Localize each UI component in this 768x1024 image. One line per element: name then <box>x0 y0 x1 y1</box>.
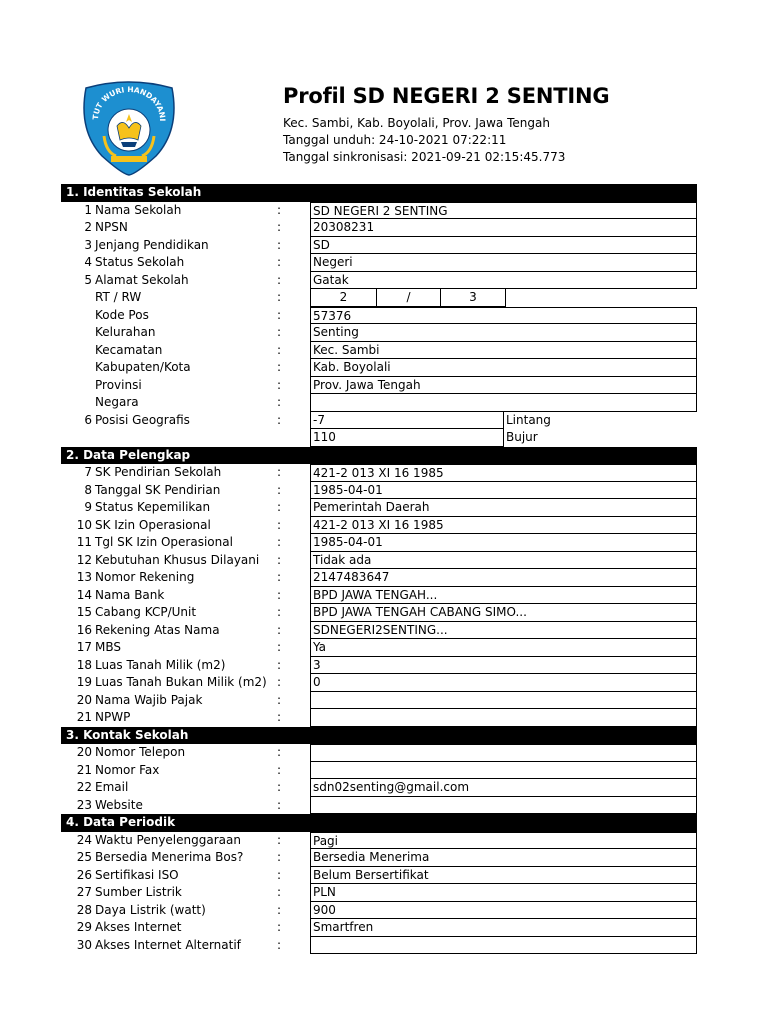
field-label: Nama Bank <box>95 587 165 602</box>
longitude-value: 110 <box>310 429 504 447</box>
field-value <box>310 394 697 412</box>
table-row <box>61 569 697 587</box>
field-alamat <box>61 272 697 290</box>
field-value: 900 <box>310 902 697 920</box>
table-row <box>61 692 697 710</box>
field-value: Bersedia Menerima <box>310 849 697 867</box>
field-number: 1 <box>84 202 92 217</box>
table-row <box>61 587 697 605</box>
colon: : <box>276 325 282 339</box>
field-number: 27 <box>76 885 92 899</box>
table-row <box>61 867 697 885</box>
field-number: 25 <box>76 850 92 864</box>
colon: : <box>276 797 282 812</box>
field-number: 16 <box>76 622 92 637</box>
field-label: NPSN <box>95 220 128 234</box>
field-value: sdn02senting@gmail.com <box>310 779 697 797</box>
colon: : <box>276 500 282 514</box>
table-row <box>61 657 697 675</box>
field-value <box>310 744 697 762</box>
field-number: 24 <box>76 832 92 847</box>
field-value: BPD JAWA TENGAH CABANG SIMO... <box>310 604 697 622</box>
colon: : <box>276 272 282 287</box>
colon: : <box>276 360 282 374</box>
table-row <box>61 797 697 815</box>
field-label: Alamat Sekolah <box>95 272 189 287</box>
field-value: Smartfren <box>310 919 697 937</box>
field-label: Nama Wajib Pajak <box>95 692 203 707</box>
colon: : <box>276 867 282 882</box>
table-row <box>61 604 697 622</box>
colon: : <box>276 850 282 864</box>
field-label: Kabupaten/Kota <box>95 360 191 374</box>
colon: : <box>276 307 282 322</box>
rt-rw-divider <box>505 289 506 307</box>
table-row <box>61 709 697 727</box>
field-label: Posisi Geografis <box>95 412 190 427</box>
field-label: Rekening Atas Nama <box>95 622 220 637</box>
field-value: Negeri <box>310 254 697 272</box>
field-label: Provinsi <box>95 377 142 392</box>
field-negara <box>61 394 697 412</box>
field-value: 0 <box>310 674 697 692</box>
periodik-list <box>61 832 697 955</box>
field-label: Tgl SK Izin Operasional <box>95 535 233 549</box>
field-kode-pos <box>61 307 697 325</box>
field-label: MBS <box>95 640 121 654</box>
colon: : <box>276 780 282 794</box>
sync-date: Tanggal sinkronisasi: 2021-09-21 02:15:45.773 <box>283 150 566 164</box>
rt-value: 2 <box>310 289 376 307</box>
colon: : <box>276 587 282 602</box>
colon: : <box>276 482 282 497</box>
section-kontak-header: 3. Kontak Sekolah <box>61 727 697 745</box>
field-value: Belum Bersertifikat <box>310 867 697 885</box>
field-label: Akses Internet <box>95 920 182 934</box>
field-value <box>310 762 697 780</box>
section-periodik-header: 4. Data Periodik <box>61 814 697 832</box>
field-number: 28 <box>76 902 92 917</box>
section-identitas-header: 1. Identitas Sekolah <box>61 184 697 202</box>
colon: : <box>276 692 282 707</box>
colon: : <box>276 605 282 619</box>
table-row <box>61 937 697 955</box>
field-value: PLN <box>310 884 697 902</box>
field-label: SK Pendirian Sekolah <box>95 465 222 479</box>
field-label: Email <box>95 780 129 794</box>
field-value: BPD JAWA TENGAH... <box>310 587 697 605</box>
tut-wuri-handayani-logo-icon <box>76 80 182 176</box>
field-value: 1985-04-01 <box>310 482 697 500</box>
table-row <box>61 517 697 535</box>
field-number: 21 <box>76 710 92 724</box>
field-label: Kebutuhan Khusus Dilayani <box>95 552 260 567</box>
field-label: RT / RW <box>95 290 142 304</box>
field-number: 29 <box>76 920 92 934</box>
field-label: NPWP <box>95 710 131 724</box>
colon: : <box>276 762 282 777</box>
field-number: 20 <box>76 692 92 707</box>
page-title: Profil SD NEGERI 2 SENTING <box>283 84 610 108</box>
field-value: 2147483647 <box>310 569 697 587</box>
field-label: Status Kepemilikan <box>95 500 211 514</box>
field-value: 3 <box>310 657 697 675</box>
colon: : <box>276 710 282 724</box>
table-row <box>61 902 697 920</box>
colon: : <box>276 237 282 252</box>
colon: : <box>276 290 282 304</box>
section-pelengkap-header: 2. Data Pelengkap <box>61 447 697 465</box>
kontak-list <box>61 744 697 814</box>
latitude-value: -7 <box>310 412 504 430</box>
field-value: Ya <box>310 639 697 657</box>
table-row <box>61 832 697 850</box>
field-number: 8 <box>84 482 92 497</box>
field-kelurahan <box>61 324 697 342</box>
field-number: 30 <box>76 937 92 952</box>
colon: : <box>276 885 282 899</box>
field-number: 9 <box>84 500 92 514</box>
field-value: SD NEGERI 2 SENTING <box>310 202 697 220</box>
field-number: 15 <box>76 605 92 619</box>
field-label: Tanggal SK Pendirian <box>95 482 221 497</box>
colon: : <box>276 622 282 637</box>
table-row <box>61 884 697 902</box>
field-number: 2 <box>84 220 92 234</box>
field-label: Cabang KCP/Unit <box>95 605 197 619</box>
table-row <box>61 482 697 500</box>
colon: : <box>276 657 282 672</box>
field-number: 6 <box>84 412 92 427</box>
colon: : <box>276 570 282 584</box>
table-row <box>61 849 697 867</box>
field-posisi-lintang <box>61 412 697 430</box>
field-kecamatan <box>61 342 697 360</box>
colon: : <box>276 535 282 549</box>
field-value: 421-2 013 XI 16 1985 <box>310 464 697 482</box>
field-number: 10 <box>76 517 92 532</box>
field-number: 17 <box>76 640 92 654</box>
field-label: Kode Pos <box>95 307 149 322</box>
field-label: Jenjang Pendidikan <box>95 237 209 252</box>
table-row <box>61 534 697 552</box>
field-value: Prov. Jawa Tengah <box>310 377 697 395</box>
rt-rw-separator: / <box>376 289 440 307</box>
colon: : <box>276 465 282 479</box>
table-row <box>61 919 697 937</box>
field-value: Kab. Boyolali <box>310 359 697 377</box>
field-value <box>310 709 697 727</box>
field-value: 1985-04-01 <box>310 534 697 552</box>
colon: : <box>276 395 282 409</box>
field-value: SDNEGERI2SENTING... <box>310 622 697 640</box>
field-rt-rw <box>61 289 697 307</box>
table-row <box>61 499 697 517</box>
field-value: Tidak ada <box>310 552 697 570</box>
field-label: SK Izin Operasional <box>95 517 211 532</box>
school-address: Kec. Sambi, Kab. Boyolali, Prov. Jawa Tengah <box>283 116 550 130</box>
field-number: 12 <box>76 552 92 567</box>
field-number: 19 <box>76 675 92 689</box>
rw-value: 3 <box>440 289 505 307</box>
field-label: Luas Tanah Bukan Milik (m2) <box>95 675 267 689</box>
field-value: Senting <box>310 324 697 342</box>
field-number: 23 <box>76 797 92 812</box>
field-label: Nama Sekolah <box>95 202 182 217</box>
colon: : <box>276 220 282 234</box>
table-row <box>61 674 697 692</box>
colon: : <box>276 745 282 759</box>
field-number: 21 <box>76 762 92 777</box>
colon: : <box>276 832 282 847</box>
field-number: 3 <box>84 237 92 252</box>
table-row <box>61 639 697 657</box>
field-value: Kec. Sambi <box>310 342 697 360</box>
field-label: Website <box>95 797 143 812</box>
field-nama-sekolah <box>61 202 697 220</box>
field-value: 421-2 013 XI 16 1985 <box>310 517 697 535</box>
logo-text: TUT WURI HANDAYANI <box>90 84 168 122</box>
field-label: Sertifikasi ISO <box>95 867 179 882</box>
field-status <box>61 254 697 272</box>
field-jenjang <box>61 237 697 255</box>
colon: : <box>276 202 282 217</box>
colon: : <box>276 937 282 952</box>
field-label: Kelurahan <box>95 325 156 339</box>
field-label: Negara <box>95 395 139 409</box>
field-value: Pemerintah Daerah <box>310 499 697 517</box>
field-label: Bersedia Menerima Bos? <box>95 850 244 864</box>
profile-sheet <box>61 184 697 954</box>
field-label: Sumber Listrik <box>95 885 182 899</box>
download-date: Tanggal unduh: 24-10-2021 07:22:11 <box>283 133 507 147</box>
table-row <box>61 464 697 482</box>
colon: : <box>276 552 282 567</box>
field-label: Luas Tanah Milik (m2) <box>95 657 226 672</box>
field-value: SD <box>310 237 697 255</box>
colon: : <box>276 342 282 357</box>
field-number: 11 <box>76 535 92 549</box>
latitude-label: Lintang <box>506 412 551 427</box>
field-label: Nomor Telepon <box>95 745 186 759</box>
colon: : <box>276 675 282 689</box>
table-row <box>61 762 697 780</box>
field-label: Akses Internet Alternatif <box>95 937 241 952</box>
table-row <box>61 779 697 797</box>
field-value <box>310 797 697 815</box>
field-label: Daya Listrik (watt) <box>95 902 206 917</box>
longitude-label: Bujur <box>506 430 538 444</box>
field-provinsi <box>61 377 697 395</box>
field-number: 7 <box>84 465 92 479</box>
colon: : <box>276 517 282 532</box>
field-npsn <box>61 219 697 237</box>
colon: : <box>276 377 282 392</box>
field-number: 18 <box>76 657 92 672</box>
field-number: 22 <box>76 780 92 794</box>
field-number: 20 <box>76 745 92 759</box>
field-number: 13 <box>76 570 92 584</box>
field-posisi-bujur <box>61 429 697 447</box>
colon: : <box>276 412 282 427</box>
table-row <box>61 622 697 640</box>
table-row <box>61 552 697 570</box>
field-label: Waktu Penyelenggaraan <box>95 832 241 847</box>
field-value: 57376 <box>310 307 697 325</box>
field-number: 4 <box>84 255 92 269</box>
colon: : <box>276 902 282 917</box>
field-label: Status Sekolah <box>95 255 185 269</box>
field-number: 5 <box>84 272 92 287</box>
field-value <box>310 937 697 955</box>
colon: : <box>276 255 282 269</box>
field-value: 20308231 <box>310 219 697 237</box>
field-value: Pagi <box>310 832 697 850</box>
table-row <box>61 744 697 762</box>
pelengkap-list <box>61 464 697 727</box>
colon: : <box>276 640 282 654</box>
field-label: Nomor Fax <box>95 762 160 777</box>
field-label: Nomor Rekening <box>95 570 195 584</box>
field-value: Gatak <box>310 272 697 290</box>
field-kabupaten <box>61 359 697 377</box>
field-number: 26 <box>76 867 92 882</box>
field-number: 14 <box>76 587 92 602</box>
field-value <box>310 692 697 710</box>
colon: : <box>276 920 282 934</box>
field-label: Kecamatan <box>95 342 163 357</box>
